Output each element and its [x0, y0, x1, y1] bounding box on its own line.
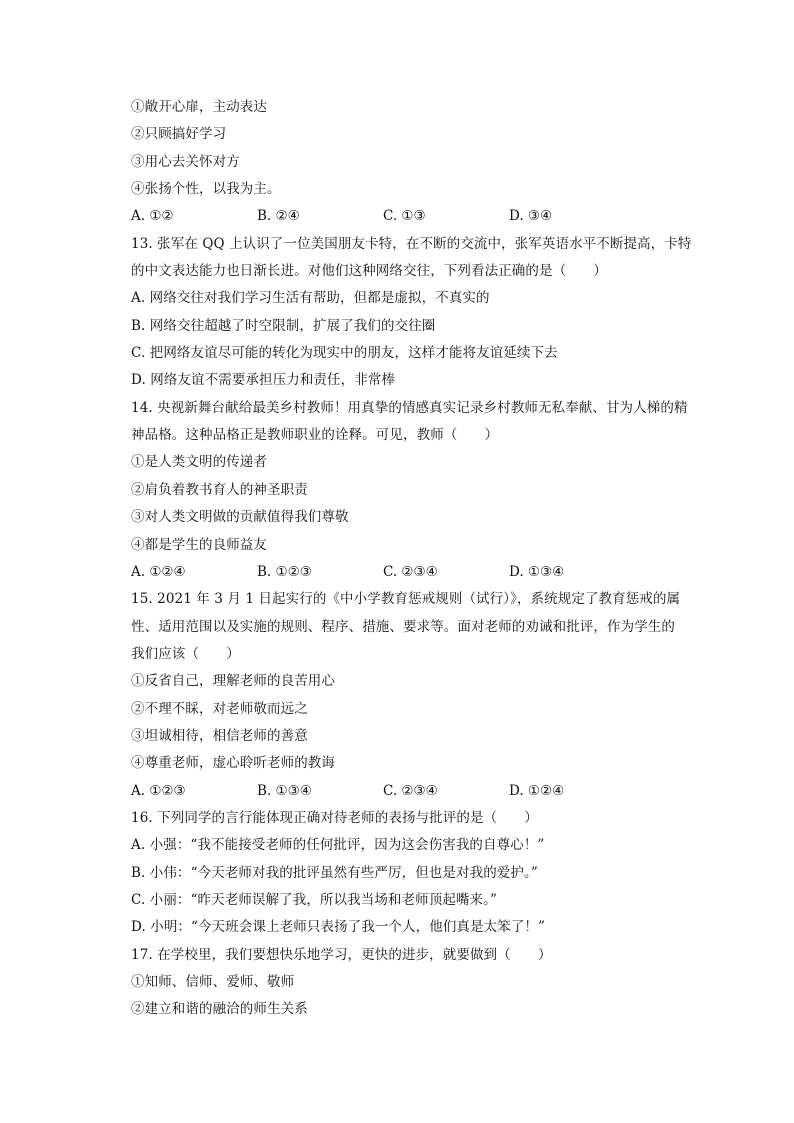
statement-item: ④尊重老师，虚心聆听老师的教诲	[131, 755, 335, 772]
question-15	[131, 586, 691, 805]
option-b: B. ①③④	[257, 782, 312, 799]
statement-item: ②建立和谐的融洽的师生关系	[131, 1001, 308, 1018]
question-stem: 的中文表达能力也日渐长进。对他们这种网络交往，下列看法正确的是（ ）	[131, 263, 607, 280]
statement-item: ③用心去关怀对方	[131, 153, 240, 170]
choice-b: B. 小伟：“今天老师对我的批评虽然有些严厉，但也是对我的爱护。”	[131, 864, 538, 881]
answer-options	[131, 778, 691, 805]
question-14	[131, 395, 691, 586]
choice-c: C. 把网络友谊尽可能的转化为现实中的朋友，这样才能将友谊延续下去	[131, 345, 558, 362]
statement-item: ①知师、信师、爱师、敬师	[131, 974, 295, 990]
choice-a: A. 小强：“我不能接受老师的任何批评，因为这会伤害我的自尊心！”	[131, 837, 545, 854]
option-a: A. ①②④	[131, 563, 186, 580]
answer-options	[131, 203, 691, 230]
answer-options	[131, 559, 691, 586]
statement-item: ④都是学生的良师益友	[131, 536, 267, 553]
question-stem: 我们应该（ ）	[131, 645, 240, 662]
option-d: D. ③④	[509, 208, 553, 225]
option-c: C. ②③④	[383, 782, 438, 799]
option-d: D. ①③④	[509, 563, 565, 580]
statement-item: ④张扬个性，以我为主。	[131, 181, 281, 198]
statement-item: ①敞开心扉，主动表达	[131, 99, 267, 115]
choice-a: A. 网络交往对我们学习生活有帮助，但都是虚拟，不真实的	[131, 290, 490, 307]
option-b: B. ②④	[257, 208, 300, 225]
question-stem: 13. 张军在 QQ 上认识了一位美国朋友卡特，在不断的交流中，张军英语水平不断提高，卡特	[131, 235, 692, 252]
choice-c: C. 小丽：“昨天老师误解了我，所以我当场和老师顶起嘴来。”	[131, 891, 497, 908]
choice-d: D. 小明：“今天班会课上老师只表扬了我一个人，他们真是太笨了！”	[131, 919, 546, 936]
option-c: C. ②③④	[383, 563, 438, 580]
question-16	[131, 805, 691, 942]
page-content	[131, 94, 691, 1024]
question-17	[131, 942, 691, 1024]
statement-item: ②肩负着教书育人的神圣职责	[131, 481, 308, 498]
option-a: A. ①②③	[131, 782, 186, 799]
question-stem: 神品格。这种品格正是教师职业的诠释。可见，教师（ ）	[131, 427, 499, 444]
choice-d: D. 网络友谊不需要承担压力和责任，非常棒	[131, 372, 396, 389]
question-stem: 14. 央视新舞台献给最美乡村教师！用真挚的情感真实记录乡村教师无私奉献、甘为人梯的精	[131, 399, 688, 416]
choice-b: B. 网络交往超越了时空限制，扩展了我们的交往圈	[131, 317, 436, 334]
question-13	[131, 231, 691, 395]
statement-item: ③对人类文明做的贡献值得我们尊敬	[131, 509, 349, 526]
statement-item: ③坦诚相待，相信老师的善意	[131, 727, 308, 744]
option-c: C. ①③	[383, 208, 426, 225]
option-a: A. ①②	[131, 208, 174, 225]
statement-item: ②只顾搞好学习	[131, 126, 227, 143]
statement-item: ①反省自己，理解老师的良苦用心	[131, 673, 335, 690]
question-stem: 16. 下列同学的言行能体现正确对待老师的表扬与批评的是（ ）	[131, 809, 538, 826]
question-stem: 15. 2021 年 3 月 1 日起实行的《中小学教育惩戒规则（试行）》，系统规定了教育惩戒的属	[131, 591, 681, 608]
option-d: D. ①②④	[509, 782, 565, 799]
option-b: B. ①②③	[257, 563, 312, 580]
question-12-continuation	[131, 94, 691, 231]
question-stem: 17. 在学校里，我们要想快乐地学习，更快的进步，就要做到（ ）	[131, 946, 552, 963]
question-stem: 性、适用范围以及实施的规则、程序、措施、要求等。面对老师的劝诫和批评，作为学生的	[131, 618, 675, 635]
statement-item: ①是人类文明的传递者	[131, 454, 267, 471]
statement-item: ②不理不睬，对老师敬而远之	[131, 700, 308, 717]
